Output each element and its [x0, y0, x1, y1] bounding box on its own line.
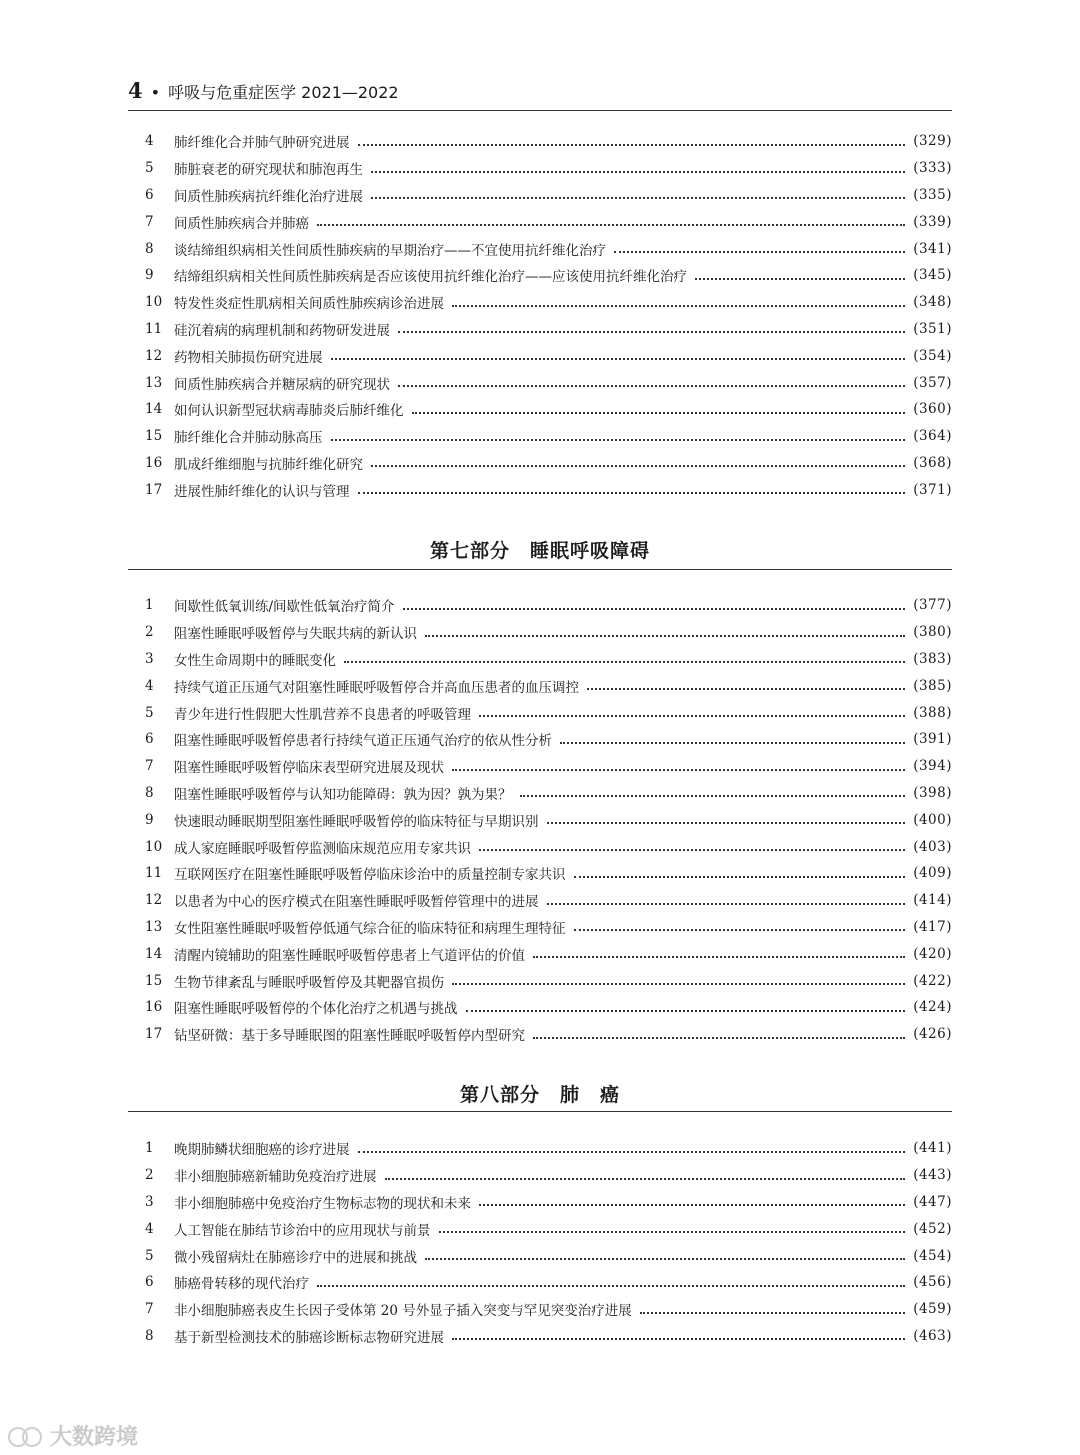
entry-number: 16 — [145, 454, 163, 471]
entry-title: 女性阻塞性睡眠呼吸暂停低通气综合征的临床特征和病理生理特征 — [174, 920, 566, 937]
watermark-logo-icon — [8, 1425, 44, 1447]
dot-leader — [371, 196, 905, 199]
toc-entry — [128, 780, 952, 807]
entry-page: (400) — [913, 811, 952, 828]
entry-page: (371) — [913, 481, 952, 498]
entry-title: 以患者为中心的医疗模式在阻塞性睡眠呼吸暂停管理中的进展 — [174, 894, 539, 911]
toc-entry — [128, 887, 952, 914]
running-header — [128, 78, 952, 103]
page-number: 4 — [128, 78, 143, 103]
entry-title: 谈结缔组织病相关性间质性肺疾病的早期治疗——不宜使用抗纤维化治疗 — [174, 242, 606, 259]
entry-title: 肺纤维化合并肺动脉高压 — [174, 430, 323, 447]
entry-title: 互联网医疗在阻塞性睡眠呼吸暂停临床诊治中的质量控制专家共识 — [174, 867, 566, 884]
entry-number: 12 — [145, 892, 163, 909]
dot-leader — [479, 714, 905, 717]
entry-number: 3 — [145, 1193, 154, 1210]
entry-number: 6 — [145, 1274, 154, 1291]
entry-title: 肺癌骨转移的现代治疗 — [174, 1276, 309, 1293]
dot-leader — [533, 1036, 905, 1039]
toc-entry — [128, 423, 952, 450]
entry-title: 间质性肺疾病合并糖尿病的研究现状 — [174, 376, 390, 393]
toc-entry — [128, 476, 952, 503]
entry-page: (441) — [913, 1140, 952, 1157]
entry-number: 1 — [145, 597, 154, 614]
entry-title: 肌成纤维细胞与抗肺纤维化研究 — [174, 456, 363, 473]
entry-title: 阻塞性睡眠呼吸暂停与失眠共病的新认识 — [174, 626, 417, 643]
entry-number: 15 — [145, 972, 163, 989]
dot-leader — [385, 1177, 906, 1180]
dot-leader — [425, 634, 905, 637]
entry-page: (357) — [913, 374, 952, 391]
entry-number: 5 — [145, 1247, 154, 1264]
toc-section-8 — [128, 1135, 952, 1349]
toc-section-prev — [128, 128, 952, 503]
dot-leader — [331, 357, 906, 360]
dot-leader — [344, 660, 905, 663]
entry-title: 肺脏衰老的研究现状和肺泡再生 — [174, 162, 363, 179]
entry-number: 2 — [145, 1167, 154, 1184]
entry-number: 8 — [145, 1327, 154, 1344]
entry-page: (403) — [913, 838, 952, 855]
entry-title: 持续气道正压通气对阻塞性睡眠呼吸暂停合并高血压患者的血压调控 — [174, 679, 579, 696]
entry-title: 女性生命周期中的睡眠变化 — [174, 652, 336, 669]
dot-leader — [358, 491, 906, 494]
entry-page: (443) — [913, 1167, 952, 1184]
watermark — [8, 1420, 138, 1451]
toc-entry — [128, 1323, 952, 1350]
dot-leader — [614, 250, 905, 253]
entry-number: 3 — [145, 650, 154, 667]
entry-number: 12 — [145, 347, 163, 364]
dot-leader — [533, 955, 905, 958]
section-rule-8 — [128, 1111, 952, 1112]
dot-leader — [466, 1009, 906, 1012]
header-rule — [128, 110, 952, 111]
entry-title: 阻塞性睡眠呼吸暂停患者行持续气道正压通气治疗的依从性分析 — [174, 733, 552, 750]
dot-leader — [371, 464, 905, 467]
entry-page: (354) — [913, 347, 952, 364]
dot-leader — [371, 170, 905, 173]
dot-leader — [358, 1150, 906, 1153]
entry-title: 成人家庭睡眠呼吸暂停监测临床规范应用专家共识 — [174, 840, 471, 857]
entry-number: 4 — [145, 677, 154, 694]
entry-page: (351) — [913, 320, 952, 337]
entry-title: 非小细胞肺癌表皮生长因子受体第 20 号外显子插入突变与罕见突变治疗进展 — [174, 1303, 632, 1320]
entry-number: 9 — [145, 811, 154, 828]
dot-leader — [640, 1311, 905, 1314]
entry-page: (424) — [913, 999, 952, 1016]
toc-entry — [128, 672, 952, 699]
entry-number: 6 — [145, 731, 154, 748]
toc-entry — [128, 1189, 952, 1216]
dot-leader — [331, 438, 906, 441]
entry-title: 生物节律紊乱与睡眠呼吸暂停及其靶器官损伤 — [174, 974, 444, 991]
toc-entry — [128, 860, 952, 887]
entry-number: 5 — [145, 704, 154, 721]
toc-entry — [128, 262, 952, 289]
dot-leader — [317, 1284, 905, 1287]
watermark-text: 大数跨境 — [50, 1425, 139, 1450]
entry-number: 14 — [145, 401, 163, 418]
entry-number: 13 — [145, 918, 163, 935]
dot-leader — [425, 1257, 905, 1260]
entry-page: (456) — [913, 1274, 952, 1291]
dot-leader — [452, 982, 905, 985]
entry-page: (383) — [913, 650, 952, 667]
dot-leader — [587, 687, 905, 690]
entry-number: 17 — [145, 481, 163, 498]
toc-entry — [128, 726, 952, 753]
entry-title: 晚期肺鳞状细胞癌的诊疗进展 — [174, 1142, 350, 1159]
toc-entry — [128, 619, 952, 646]
entry-title: 清醒内镜辅助的阻塞性睡眠呼吸暂停患者上气道评估的价值 — [174, 947, 525, 964]
entry-title: 人工智能在肺结节诊治中的应用现状与前景 — [174, 1222, 431, 1239]
entry-page: (339) — [913, 213, 952, 230]
entry-page: (348) — [913, 294, 952, 311]
toc-entry — [128, 1215, 952, 1242]
entry-title: 结缔组织病相关性间质性肺疾病是否应该使用抗纤维化治疗——应该使用抗纤维化治疗 — [174, 269, 687, 286]
entry-title: 间质性肺疾病合并肺癌 — [174, 215, 309, 232]
entry-page: (398) — [913, 784, 952, 801]
entry-page: (329) — [913, 133, 952, 150]
dot-leader — [547, 821, 906, 824]
entry-page: (463) — [913, 1327, 952, 1344]
entry-number: 8 — [145, 784, 154, 801]
dot-leader — [560, 741, 905, 744]
entry-title: 钻坚研微：基于多导睡眠图的阻塞性睡眠呼吸暂停内型研究 — [174, 1028, 525, 1045]
entry-page: (333) — [913, 160, 952, 177]
dot-leader — [574, 875, 906, 878]
entry-number: 15 — [145, 428, 163, 445]
toc-entry — [128, 940, 952, 967]
entry-title: 基于新型检测技术的肺癌诊断标志物研究进展 — [174, 1329, 444, 1346]
entry-number: 17 — [145, 1026, 163, 1043]
entry-number: 7 — [145, 213, 154, 230]
entry-number: 14 — [145, 945, 163, 962]
entry-title: 微小残留病灶在肺癌诊疗中的进展和挑战 — [174, 1249, 417, 1266]
toc-entry — [128, 1162, 952, 1189]
toc-entry — [128, 208, 952, 235]
toc-entry — [128, 289, 952, 316]
dot-leader — [479, 848, 905, 851]
entry-page: (391) — [913, 731, 952, 748]
entry-page: (417) — [913, 918, 952, 935]
toc-entry — [128, 155, 952, 182]
entry-number: 10 — [145, 294, 163, 311]
dot-leader — [398, 330, 905, 333]
entry-page: (420) — [913, 945, 952, 962]
dot-leader — [547, 902, 906, 905]
entry-number: 10 — [145, 838, 163, 855]
entry-page: (459) — [913, 1301, 952, 1318]
toc-entry — [128, 1021, 952, 1048]
entry-title: 如何认识新型冠状病毒肺炎后肺纤维化 — [174, 403, 404, 420]
entry-page: (452) — [913, 1220, 952, 1237]
toc-entry — [128, 235, 952, 262]
dot-leader — [452, 1337, 905, 1340]
dot-leader — [358, 143, 906, 146]
entry-title: 非小细胞肺癌新辅助免疫治疗进展 — [174, 1169, 377, 1186]
entry-page: (345) — [913, 267, 952, 284]
section-rule-7 — [128, 569, 952, 570]
toc-entry — [128, 699, 952, 726]
entry-title: 快速眼动睡眠期型阻塞性睡眠呼吸暂停的临床特征与早期识别 — [174, 813, 539, 830]
toc-entry — [128, 342, 952, 369]
toc-entry — [128, 450, 952, 477]
entry-title: 间歇性低氧训练/间歇性低氧治疗简介 — [174, 599, 395, 616]
entry-page: (409) — [913, 865, 952, 882]
entry-number: 11 — [145, 865, 163, 882]
entry-title: 阻塞性睡眠呼吸暂停临床表型研究进展及现状 — [174, 760, 444, 777]
entry-page: (385) — [913, 677, 952, 694]
toc-entry — [128, 1296, 952, 1323]
entry-page: (364) — [913, 428, 952, 445]
entry-page: (447) — [913, 1193, 952, 1210]
section-title-8: 第八部分 肺 癌 — [459, 1084, 620, 1106]
entry-title: 特发性炎症性肌病相关间质性肺疾病诊治进展 — [174, 296, 444, 313]
entry-number: 8 — [145, 240, 154, 257]
entry-page: (360) — [913, 401, 952, 418]
toc-entry — [128, 914, 952, 941]
entry-number: 2 — [145, 624, 154, 641]
section-title-7: 第七部分 睡眠呼吸障碍 — [429, 540, 650, 562]
dot-leader — [452, 768, 905, 771]
toc-entry — [128, 806, 952, 833]
entry-number: 16 — [145, 999, 163, 1016]
entry-number: 7 — [145, 1301, 154, 1318]
toc-entry — [128, 1242, 952, 1269]
toc-entry — [128, 967, 952, 994]
dot-leader — [398, 384, 905, 387]
toc-entry — [128, 1269, 952, 1296]
dot-leader — [479, 1203, 905, 1206]
entry-page: (380) — [913, 624, 952, 641]
entry-title: 进展性肺纤维化的认识与管理 — [174, 483, 350, 500]
toc-entry — [128, 369, 952, 396]
book-title: 呼吸与危重症医学 2021—2022 — [168, 83, 399, 102]
entry-title: 非小细胞肺癌中免疫治疗生物标志物的现状和未来 — [174, 1195, 471, 1212]
entry-page: (377) — [913, 597, 952, 614]
toc-entry — [128, 316, 952, 343]
toc-entry — [128, 646, 952, 673]
entry-page: (414) — [913, 892, 952, 909]
entry-number: 6 — [145, 186, 154, 203]
entry-page: (426) — [913, 1026, 952, 1043]
dot-leader — [520, 794, 906, 797]
entry-title: 青少年进行性假肥大性肌营养不良患者的呼吸管理 — [174, 706, 471, 723]
entry-number: 1 — [145, 1140, 154, 1157]
dot-leader — [412, 411, 906, 414]
entry-number: 9 — [145, 267, 154, 284]
entry-title: 硅沉着病的病理机制和药物研发进展 — [174, 322, 390, 339]
entry-number: 7 — [145, 758, 154, 775]
entry-number: 4 — [145, 133, 154, 150]
entry-number: 5 — [145, 160, 154, 177]
entry-page: (335) — [913, 186, 952, 203]
entry-page: (394) — [913, 758, 952, 775]
entry-page: (388) — [913, 704, 952, 721]
entry-title: 阻塞性睡眠呼吸暂停与认知功能障碍：孰为因？孰为果？ — [174, 786, 512, 803]
dot-leader — [574, 928, 906, 931]
toc-entry — [128, 753, 952, 780]
entry-page: (422) — [913, 972, 952, 989]
dot-leader — [695, 277, 905, 280]
toc-entry — [128, 592, 952, 619]
toc-entry — [128, 833, 952, 860]
entry-number: 11 — [145, 320, 163, 337]
dot-leader — [452, 304, 905, 307]
entry-number: 4 — [145, 1220, 154, 1237]
toc-entry — [128, 396, 952, 423]
toc-entry — [128, 128, 952, 155]
entry-number: 13 — [145, 374, 163, 391]
entry-page: (454) — [913, 1247, 952, 1264]
entry-title: 阻塞性睡眠呼吸暂停的个体化治疗之机遇与挑战 — [174, 1001, 458, 1018]
header-dot: • — [150, 83, 161, 102]
entry-page: (341) — [913, 240, 952, 257]
dot-leader — [317, 223, 905, 226]
toc-entry — [128, 1135, 952, 1162]
toc-entry — [128, 994, 952, 1021]
entry-title: 药物相关肺损伤研究进展 — [174, 349, 323, 366]
toc-entry — [128, 182, 952, 209]
entry-title: 间质性肺疾病抗纤维化治疗进展 — [174, 188, 363, 205]
entry-title: 肺纤维化合并肺气肿研究进展 — [174, 135, 350, 152]
entry-page: (368) — [913, 454, 952, 471]
dot-leader — [439, 1230, 906, 1233]
dot-leader — [403, 607, 906, 610]
toc-section-7 — [128, 592, 952, 1048]
